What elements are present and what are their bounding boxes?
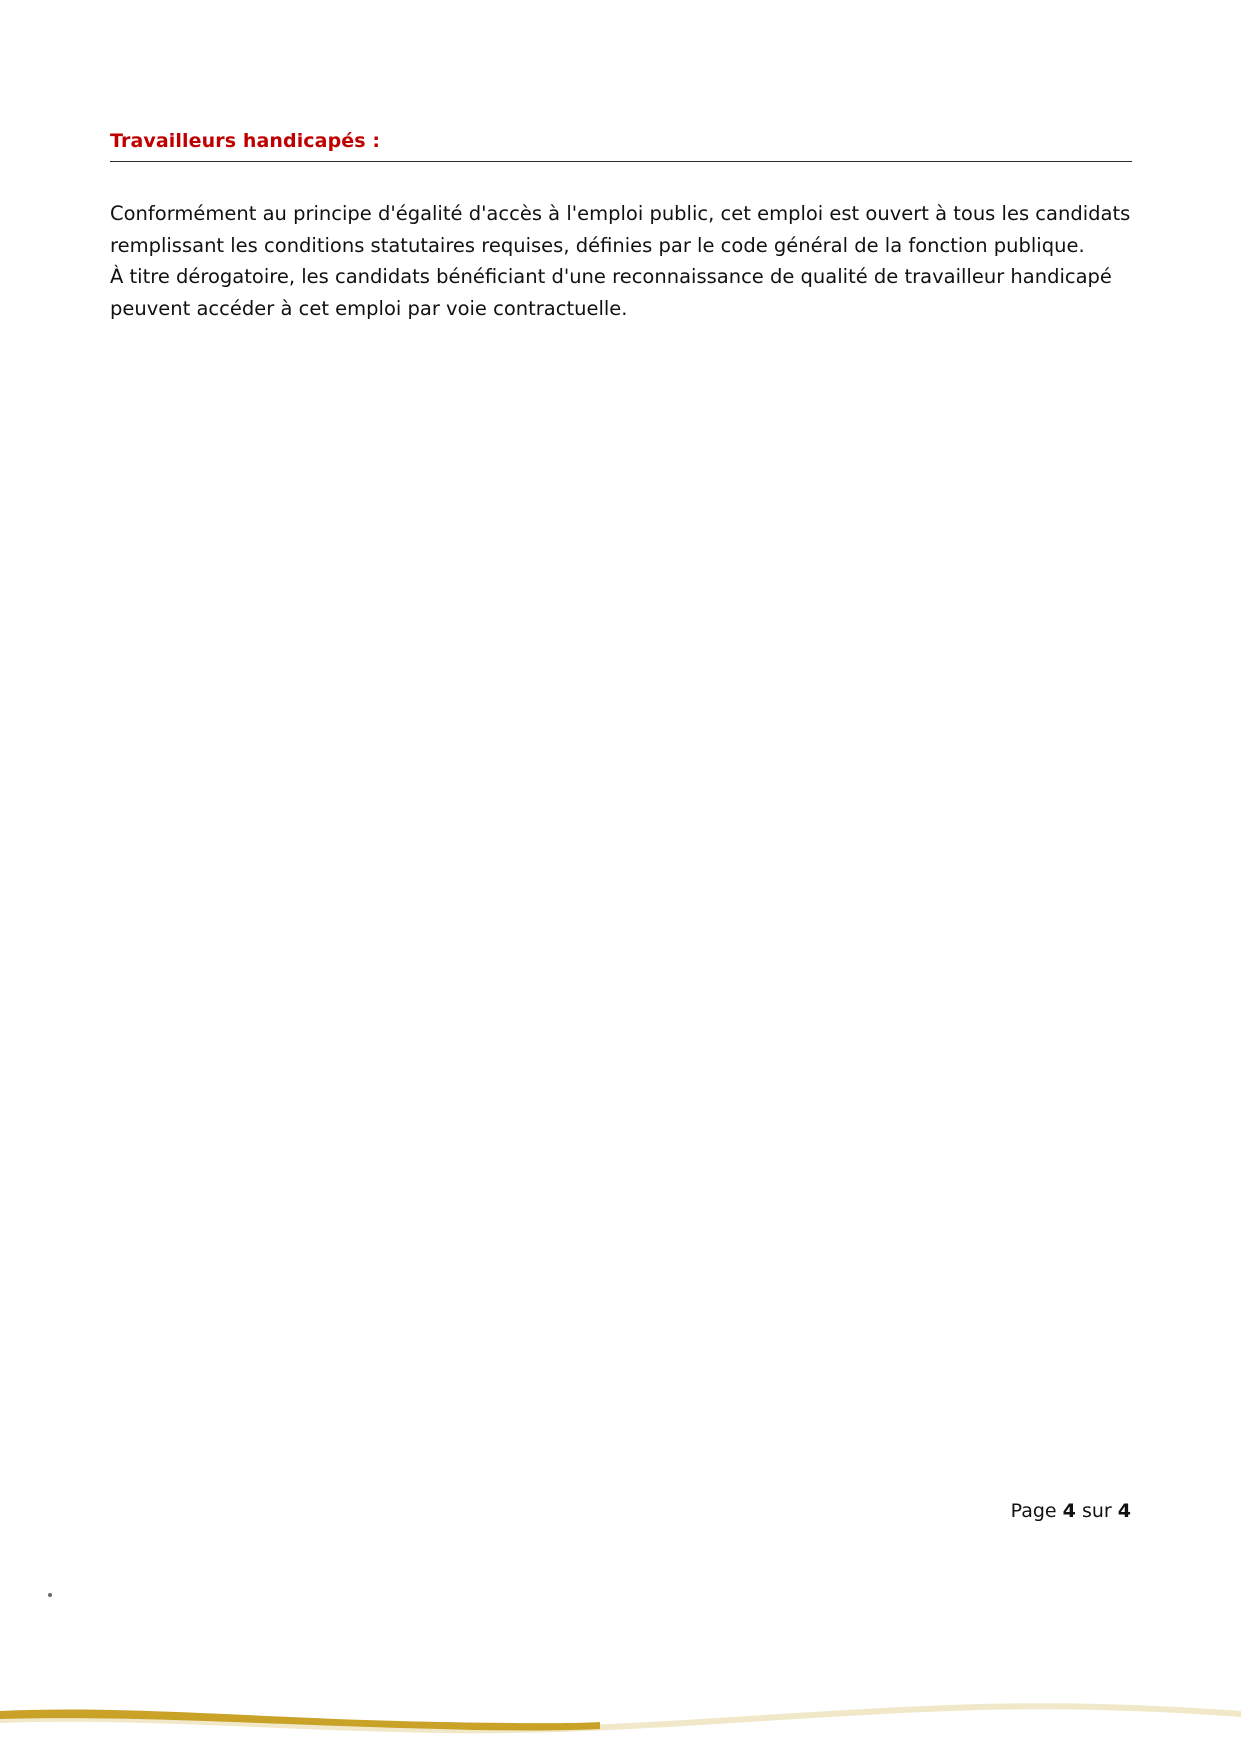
footer-page-total: 4: [1117, 1500, 1131, 1522]
section-body: [110, 198, 1132, 324]
footer-swoosh-decoration: [0, 1605, 1241, 1755]
footer-page-middle: sur: [1081, 1500, 1112, 1522]
footer-page-number: 4: [1062, 1500, 1076, 1522]
paragraph-1: Conformément au principe d'égalité d'accès à l'emploi public, cet emploi est ouvert à tous les candidats remplissant les conditions statutaires requises, définies par le code général de la fonction publique.: [110, 202, 1131, 257]
paragraph-2: À titre dérogatoire, les candidats bénéficiant d'une reconnaissance de qualité de travailleur handicapé peuvent accéder à cet emploi par voie contractuelle.: [110, 265, 1112, 320]
heading-divider: [110, 161, 1132, 162]
section-heading-travailleurs-handicapes: Travailleurs handicapés :: [110, 130, 381, 152]
footer-page-indicator: [109, 1500, 1131, 1522]
footer-page-prefix: Page: [1010, 1500, 1057, 1522]
page-content: [110, 130, 1132, 324]
footer-dot-marker: [48, 1593, 52, 1597]
